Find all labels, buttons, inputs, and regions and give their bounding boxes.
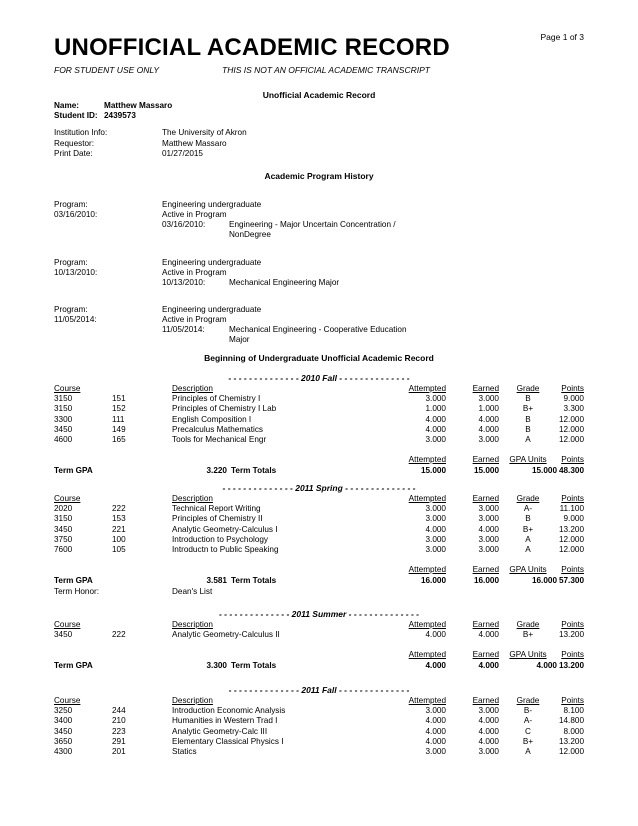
course-attempted: 4.000 bbox=[425, 414, 446, 424]
col-course: Course bbox=[54, 494, 81, 503]
course-description: Technical Report Writing bbox=[172, 504, 261, 514]
term-earned: 15.000 bbox=[473, 465, 499, 475]
col-attempted: Attempted bbox=[408, 494, 446, 503]
term-honor-row bbox=[0, 587, 638, 597]
course-row bbox=[0, 435, 638, 445]
column-header-row bbox=[0, 650, 638, 660]
course-points: 9.000 bbox=[563, 514, 584, 524]
col-grade: Grade bbox=[516, 696, 540, 705]
course-points: 14.800 bbox=[558, 716, 584, 726]
course-grade: B bbox=[525, 414, 531, 424]
col-description: Description bbox=[172, 620, 213, 629]
course-number: 111 bbox=[112, 414, 125, 424]
course-number: 291 bbox=[112, 736, 126, 746]
col-earned: Earned bbox=[472, 565, 499, 575]
plan-description: Major bbox=[229, 335, 250, 344]
course-subject: 3650 bbox=[54, 736, 73, 746]
course-subject: 3750 bbox=[54, 534, 73, 544]
name-label: Name: bbox=[54, 101, 80, 110]
program-plan-row bbox=[0, 230, 638, 240]
col-attempted: Attempted bbox=[408, 696, 446, 705]
info-label: Print Date: bbox=[54, 149, 93, 158]
term-header bbox=[0, 483, 638, 493]
info-label: Institution Info: bbox=[54, 128, 108, 137]
info-value: The University of Akron bbox=[162, 128, 247, 137]
col-points: Points bbox=[561, 696, 584, 705]
col-points: Points bbox=[561, 494, 584, 503]
col-attempted: Attempted bbox=[408, 565, 446, 575]
course-subject: 3300 bbox=[54, 414, 73, 424]
course-grade: A bbox=[525, 545, 531, 554]
program-date: 10/13/2010: bbox=[54, 268, 98, 277]
course-description: Analytic Geometry-Calc III bbox=[172, 726, 268, 736]
program-plan-row bbox=[0, 335, 638, 345]
course-subject: 4300 bbox=[54, 747, 73, 756]
course-subject: 2020 bbox=[54, 504, 73, 514]
course-attempted: 4.000 bbox=[425, 726, 446, 736]
course-row bbox=[0, 737, 638, 747]
course-earned: 3.000 bbox=[478, 706, 499, 716]
plan-description: Mechanical Engineering Major bbox=[229, 278, 340, 287]
info-label: Requestor: bbox=[54, 138, 95, 148]
term-gpa-units: 4.000 bbox=[536, 661, 557, 671]
course-row bbox=[0, 716, 638, 726]
course-number: 151 bbox=[112, 394, 126, 404]
course-grade: B bbox=[525, 424, 531, 434]
program-row bbox=[0, 268, 638, 278]
plan-date: 10/13/2010: bbox=[162, 278, 206, 287]
program-plan-row bbox=[0, 278, 638, 288]
col-attempted: Attempted bbox=[408, 455, 446, 465]
course-attempted: 3.000 bbox=[425, 504, 446, 514]
course-description: Principles of Chemistry I Lab bbox=[172, 404, 277, 414]
term-name: - - - - - - - - - - - - - - 2011 Fall - - - - - - - - - - - - - - bbox=[228, 685, 410, 695]
plan-date: 03/16/2010: bbox=[162, 220, 206, 229]
column-header-row bbox=[0, 565, 638, 575]
program-plan-row bbox=[0, 220, 638, 230]
course-row bbox=[0, 514, 638, 524]
course-points: 13.200 bbox=[558, 524, 584, 534]
course-grade: B bbox=[525, 394, 531, 404]
student-name: Matthew Massaro bbox=[104, 101, 173, 110]
info-row bbox=[0, 128, 638, 138]
program-label: Program: bbox=[54, 200, 88, 209]
course-description: English Composition I bbox=[172, 414, 252, 424]
course-attempted: 3.000 bbox=[425, 706, 446, 716]
term-totals-label: Term Totals bbox=[231, 661, 277, 671]
col-attempted: Attempted bbox=[408, 384, 446, 393]
term-attempted: 16.000 bbox=[420, 575, 446, 585]
col-course: Course bbox=[54, 620, 81, 629]
program-status: Active in Program bbox=[162, 268, 227, 277]
course-subject: 3450 bbox=[54, 524, 73, 534]
program-name: Engineering undergraduate bbox=[162, 258, 262, 267]
course-number: 244 bbox=[112, 706, 126, 716]
col-earned: Earned bbox=[472, 494, 499, 503]
course-description: Tools for Mechanical Engr bbox=[172, 435, 267, 444]
course-points: 12.000 bbox=[558, 534, 584, 544]
term-gpa-label: Term GPA bbox=[54, 575, 93, 585]
term-points: 48.300 bbox=[558, 465, 584, 475]
course-earned: 4.000 bbox=[478, 716, 499, 726]
course-earned: 4.000 bbox=[478, 726, 499, 736]
course-description: Elementary Classical Physics I bbox=[172, 736, 284, 746]
course-grade: A bbox=[525, 435, 531, 444]
col-gpa-units: GPA Units bbox=[509, 455, 547, 465]
course-subject: 3400 bbox=[54, 716, 73, 726]
program-status: Active in Program bbox=[162, 315, 227, 324]
column-header-row bbox=[0, 696, 638, 706]
course-earned: 4.000 bbox=[478, 414, 499, 424]
course-points: 12.000 bbox=[558, 747, 584, 756]
term-totals-label: Term Totals bbox=[231, 575, 277, 585]
program-name: Engineering undergraduate bbox=[162, 200, 262, 209]
col-gpa-units: GPA Units bbox=[509, 565, 547, 575]
col-points: Points bbox=[561, 565, 584, 575]
course-grade: A bbox=[525, 534, 531, 544]
col-attempted: Attempted bbox=[408, 620, 446, 629]
course-row bbox=[0, 727, 638, 737]
course-earned: 3.000 bbox=[478, 504, 499, 514]
course-row bbox=[0, 630, 638, 640]
course-points: 8.000 bbox=[563, 726, 584, 736]
term-gpa: 3.300 bbox=[206, 661, 227, 671]
course-row bbox=[0, 415, 638, 425]
student-id: 2439573 bbox=[104, 111, 136, 120]
program-row bbox=[0, 305, 638, 315]
course-subject: 3450 bbox=[54, 630, 73, 640]
course-points: 12.000 bbox=[558, 545, 584, 554]
course-subject: 4600 bbox=[54, 435, 73, 444]
course-subject: 3150 bbox=[54, 404, 73, 414]
course-grade: A- bbox=[523, 504, 533, 514]
col-gpa-units: GPA Units bbox=[509, 650, 547, 660]
course-row bbox=[0, 747, 638, 757]
course-attempted: 3.000 bbox=[425, 747, 446, 756]
column-header-row bbox=[0, 620, 638, 630]
course-description: Introduction Economic Analysis bbox=[172, 706, 286, 716]
course-number: 100 bbox=[112, 534, 126, 544]
term-name: - - - - - - - - - - - - - - 2010 Fall - - - - - - - - - - - - - - bbox=[228, 373, 410, 383]
course-attempted: 1.000 bbox=[425, 404, 446, 414]
col-earned: Earned bbox=[472, 455, 499, 465]
course-points: 3.300 bbox=[563, 404, 584, 414]
col-course: Course bbox=[54, 696, 81, 705]
course-grade: B+ bbox=[522, 404, 534, 414]
course-description: Humanities in Western Trad I bbox=[172, 716, 278, 726]
course-description: Principles of Chemistry I bbox=[172, 394, 261, 404]
course-description: Introduction to Psychology bbox=[172, 534, 269, 544]
course-number: 222 bbox=[112, 630, 126, 640]
term-totals-row bbox=[0, 576, 638, 586]
course-number: 210 bbox=[112, 716, 126, 726]
col-earned: Earned bbox=[472, 650, 499, 660]
course-points: 12.000 bbox=[558, 435, 584, 444]
col-earned: Earned bbox=[472, 384, 499, 393]
course-row bbox=[0, 535, 638, 545]
course-subject: 3250 bbox=[54, 706, 73, 716]
course-grade: B+ bbox=[522, 736, 534, 746]
subtitle-right: THIS IS NOT AN OFFICIAL ACADEMIC TRANSCRIPT bbox=[222, 65, 430, 75]
course-earned: 3.000 bbox=[478, 394, 499, 404]
term-name: - - - - - - - - - - - - - - 2011 Summer - - - - - - - - - - - - - - bbox=[218, 609, 420, 619]
course-grade: A bbox=[525, 747, 531, 756]
course-earned: 1.000 bbox=[478, 404, 499, 414]
subtitle-left: FOR STUDENT USE ONLY bbox=[54, 65, 160, 75]
program-date: 11/05/2014: bbox=[54, 315, 97, 324]
course-attempted: 3.000 bbox=[425, 545, 446, 554]
col-attempted: Attempted bbox=[408, 650, 446, 660]
course-description: Introductn to Public Speaking bbox=[172, 545, 279, 554]
program-date: 03/16/2010: bbox=[54, 210, 98, 219]
course-attempted: 3.000 bbox=[425, 394, 446, 404]
program-row bbox=[0, 315, 638, 325]
course-earned: 4.000 bbox=[478, 630, 499, 640]
program-label: Program: bbox=[54, 258, 88, 267]
term-name: - - - - - - - - - - - - - - 2011 Spring - - - - - - - - - - - - - - bbox=[222, 483, 416, 493]
term-header bbox=[0, 609, 638, 619]
col-points: Points bbox=[561, 384, 584, 393]
page-number: Page 1 of 3 bbox=[540, 32, 584, 42]
course-earned: 3.000 bbox=[478, 534, 499, 544]
course-row bbox=[0, 545, 638, 555]
course-attempted: 3.000 bbox=[425, 435, 446, 444]
term-points: 13.200 bbox=[558, 661, 584, 671]
term-gpa-label: Term GPA bbox=[54, 661, 93, 671]
col-grade: Grade bbox=[516, 494, 540, 503]
course-description: Statics bbox=[172, 747, 197, 756]
course-grade: A- bbox=[523, 716, 533, 726]
course-row bbox=[0, 425, 638, 435]
course-subject: 7600 bbox=[54, 545, 73, 554]
info-row bbox=[0, 149, 638, 159]
term-totals-row bbox=[0, 466, 638, 476]
course-description: Analytic Geometry-Calculus II bbox=[172, 630, 280, 640]
course-subject: 3150 bbox=[54, 394, 73, 404]
course-earned: 3.000 bbox=[478, 545, 499, 554]
record-heading: Unofficial Academic Record bbox=[262, 90, 376, 100]
course-row bbox=[0, 404, 638, 414]
student-id-label: Student ID: bbox=[54, 111, 98, 120]
course-earned: 3.000 bbox=[478, 747, 499, 756]
plan-description: Mechanical Engineering - Cooperative Education bbox=[229, 325, 407, 334]
course-attempted: 4.000 bbox=[425, 736, 446, 746]
term-header bbox=[0, 373, 638, 383]
course-earned: 4.000 bbox=[478, 424, 499, 434]
info-row bbox=[0, 139, 638, 149]
course-grade: B+ bbox=[522, 630, 534, 640]
term-honor: Dean's List bbox=[172, 587, 213, 597]
term-header bbox=[0, 685, 638, 695]
term-gpa: 3.220 bbox=[206, 465, 227, 475]
page-title: UNOFFICIAL ACADEMIC RECORD bbox=[54, 34, 450, 61]
record-begin-heading: Beginning of Undergraduate Unofficial Academic Record bbox=[204, 353, 434, 363]
program-plan-row bbox=[0, 325, 638, 335]
col-description: Description bbox=[172, 384, 213, 393]
course-number: 221 bbox=[112, 524, 126, 534]
course-number: 222 bbox=[112, 504, 126, 514]
course-row bbox=[0, 525, 638, 535]
course-grade: B- bbox=[523, 706, 533, 716]
course-number: 201 bbox=[112, 747, 126, 756]
course-number: 165 bbox=[112, 435, 126, 444]
course-description: Analytic Geometry-Calculus I bbox=[172, 524, 278, 534]
course-description: Principles of Chemistry II bbox=[172, 514, 263, 524]
col-earned: Earned bbox=[472, 696, 499, 705]
course-row bbox=[0, 504, 638, 514]
course-number: 152 bbox=[112, 404, 126, 414]
col-points: Points bbox=[561, 650, 584, 660]
course-points: 11.100 bbox=[559, 504, 584, 514]
course-attempted: 4.000 bbox=[425, 524, 446, 534]
course-points: 8.100 bbox=[563, 706, 584, 716]
program-row bbox=[0, 210, 638, 220]
term-earned: 16.000 bbox=[473, 575, 499, 585]
course-grade: B+ bbox=[522, 524, 534, 534]
course-row bbox=[0, 706, 638, 716]
course-points: 13.200 bbox=[558, 630, 584, 640]
course-points: 12.000 bbox=[558, 414, 584, 424]
course-points: 13.200 bbox=[558, 736, 584, 746]
program-row bbox=[0, 258, 638, 268]
course-attempted: 3.000 bbox=[425, 534, 446, 544]
term-gpa-units: 15.000 bbox=[531, 465, 557, 475]
column-header-row bbox=[0, 384, 638, 394]
course-grade: C bbox=[525, 726, 531, 736]
plan-description: Engineering - Major Uncertain Concentration / bbox=[229, 220, 396, 229]
program-row bbox=[0, 200, 638, 210]
course-points: 12.000 bbox=[558, 424, 584, 434]
course-attempted: 3.000 bbox=[425, 514, 446, 524]
course-number: 149 bbox=[112, 424, 126, 434]
course-grade: B bbox=[525, 514, 531, 524]
col-description: Description bbox=[172, 494, 213, 503]
plan-description: NonDegree bbox=[229, 230, 271, 239]
term-totals-label: Term Totals bbox=[231, 465, 277, 475]
program-name: Engineering undergraduate bbox=[162, 305, 262, 314]
course-attempted: 4.000 bbox=[425, 630, 446, 640]
term-gpa-label: Term GPA bbox=[54, 465, 93, 475]
col-grade: Grade bbox=[516, 384, 540, 393]
course-description: Precalculus Mathematics bbox=[172, 424, 264, 434]
course-attempted: 4.000 bbox=[425, 424, 446, 434]
col-course: Course bbox=[54, 384, 81, 393]
course-points: 9.000 bbox=[563, 394, 584, 404]
program-label: Program: bbox=[54, 305, 88, 314]
col-grade: Grade bbox=[516, 620, 540, 629]
col-points: Points bbox=[561, 455, 584, 465]
course-subject: 3150 bbox=[54, 514, 73, 524]
program-status: Active in Program bbox=[162, 210, 227, 219]
term-gpa: 3.581 bbox=[206, 575, 227, 585]
col-points: Points bbox=[561, 620, 584, 629]
course-number: 153 bbox=[112, 514, 126, 524]
course-number: 223 bbox=[112, 726, 126, 736]
info-value: 01/27/2015 bbox=[162, 149, 203, 158]
term-attempted: 15.000 bbox=[420, 465, 446, 475]
term-honor-label: Term Honor: bbox=[54, 587, 100, 597]
course-subject: 3450 bbox=[54, 424, 73, 434]
term-points: 57.300 bbox=[558, 575, 584, 585]
course-row bbox=[0, 394, 638, 404]
course-earned: 4.000 bbox=[478, 736, 499, 746]
course-number: 105 bbox=[112, 545, 126, 554]
column-header-row bbox=[0, 455, 638, 465]
term-totals-row bbox=[0, 661, 638, 671]
course-earned: 4.000 bbox=[478, 524, 499, 534]
course-subject: 3450 bbox=[54, 726, 73, 736]
term-gpa-units: 16.000 bbox=[531, 575, 557, 585]
col-earned: Earned bbox=[472, 620, 499, 629]
term-attempted: 4.000 bbox=[425, 661, 446, 671]
col-description: Description bbox=[172, 696, 213, 705]
term-earned: 4.000 bbox=[478, 661, 499, 671]
column-header-row bbox=[0, 494, 638, 504]
info-value: Matthew Massaro bbox=[162, 138, 227, 148]
plan-date: 11/05/2014: bbox=[162, 325, 205, 334]
course-earned: 3.000 bbox=[478, 514, 499, 524]
program-history-heading: Academic Program History bbox=[264, 171, 374, 181]
course-attempted: 4.000 bbox=[425, 716, 446, 726]
course-earned: 3.000 bbox=[478, 435, 499, 444]
